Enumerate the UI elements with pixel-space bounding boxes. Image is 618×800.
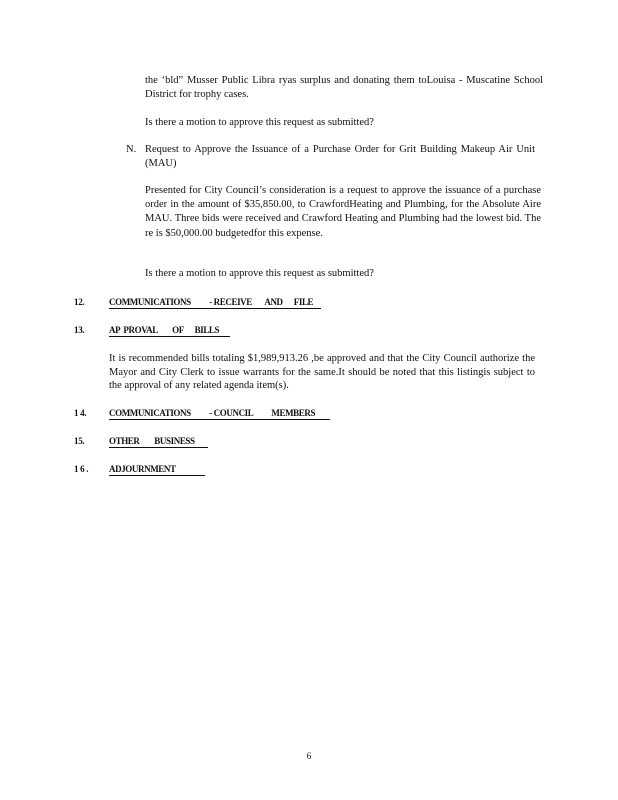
item-n-motion-question: Is there a motion to approve this request as submitted?	[145, 268, 374, 279]
section-13-number: 13.	[74, 325, 85, 335]
item-n-title: Request to Approve the Issuance of a Purchase Order for Grit Building Makeup Air Unit (MAU)	[145, 144, 535, 169]
section-15-number: 15.	[74, 436, 85, 446]
page-number: 6	[306, 751, 312, 761]
continuation-motion-question: Is there a motion to approve this request as submitted?	[145, 117, 374, 128]
section-12-title: COMMUNICATIONS - RECEIVE AND FILE	[109, 297, 321, 307]
item-n-marker: N.	[126, 144, 137, 155]
section-14-title: COMMUNICATIONS - COUNCIL MEMBERS	[109, 408, 330, 418]
item-n-body-paragraph: Presented for City Council’s consideration is a request to approve the issuance of a purchase order in the amount of $35,850.00, to CrawfordHeating and Plumbing, for the Absolute Aire MAU. Three bids were received and Crawford Heating and Plumbing had the lowest bid. The re is $50,000.00 budgetedfor this expense.	[145, 185, 541, 239]
section-13-title: AP PROVAL OF BILLS	[109, 325, 231, 335]
continuation-paragraph: the ‘bld” Musser Public Libra ryas surplus and donating them toLouisa - Muscatine School District for trophy cases.	[145, 75, 543, 100]
section-13-body-paragraph: It is recommended bills totaling $1,989,913.26 ,be approved and that the City Council authorize the Mayor and City Clerk to issue warrants for the same.It should be noted that this listingis subject to the approval of any related agenda item(s).	[109, 353, 535, 391]
section-16-number: 1 6 .	[74, 464, 89, 474]
section-16-title: ADJOURNMENT	[109, 464, 206, 474]
section-12-number: 12.	[74, 297, 85, 307]
section-14-number: 1 4.	[74, 408, 87, 418]
section-15-title: OTHER BUSINESS	[109, 436, 208, 446]
